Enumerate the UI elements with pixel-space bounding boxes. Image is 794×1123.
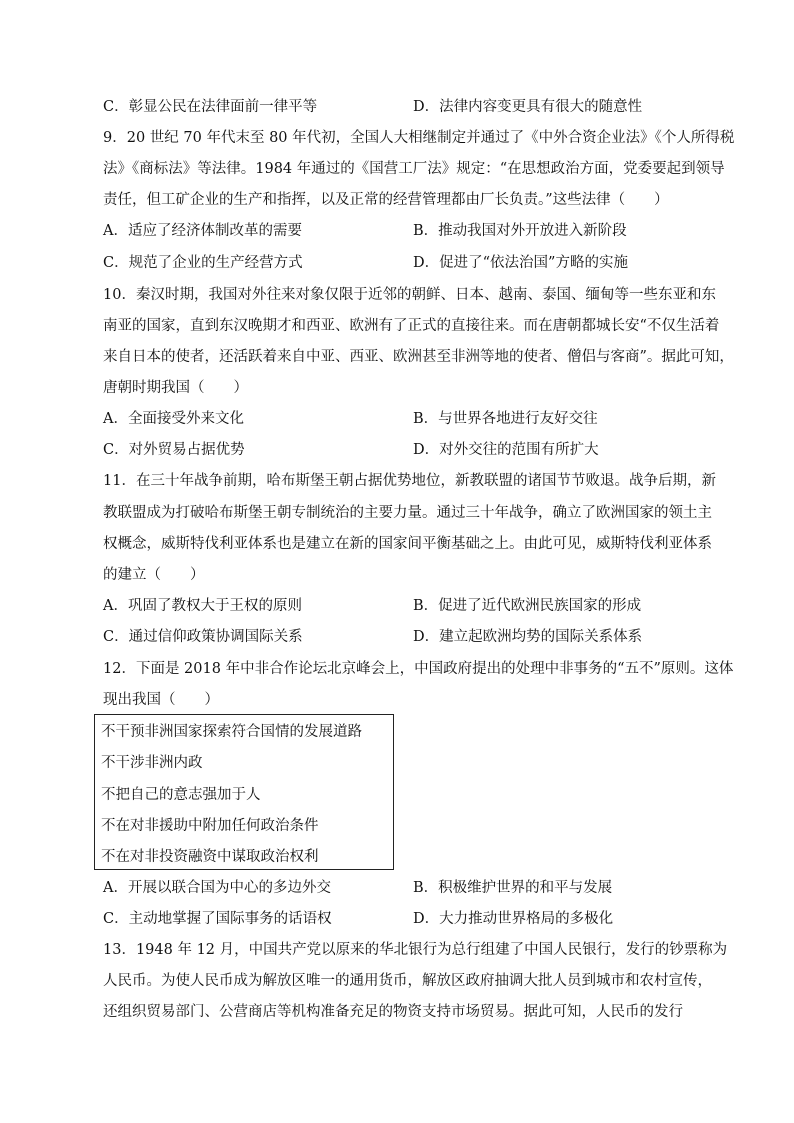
q11-stem-line-4: 的建立（ ） xyxy=(103,567,205,583)
q11-option-d: D．建立起欧洲均势的国际关系体系 xyxy=(413,629,643,645)
q10-stem-line-2: 南亚的国家，直到东汉晚期才和西亚、欧洲有了正式的直接往来。而在唐朝都城长安“不仅生活着 xyxy=(103,318,720,334)
q11-option-c: C．通过信仰政策协调国际关系 xyxy=(103,629,303,645)
q11-option-b: B．促进了近代欧洲民族国家的形成 xyxy=(413,598,642,614)
q10-option-a: A．全面接受外来文化 xyxy=(103,411,244,427)
q9-option-c: C．规范了企业的生产经营方式 xyxy=(103,255,303,271)
q11-stem-line-2: 教联盟成为打破哈布斯堡王朝专制统治的主要力量。通过三十年战争，确立了欧洲国家的领土主 xyxy=(103,505,712,521)
principle-item: 不在对非投资融资中谋取政治权利 xyxy=(101,849,319,865)
q10-stem-line-3: 来自日本的使者，还活跃着来自中亚、西亚、欧洲甚至非洲等地的使者、僧侣与客商”。据此可知， xyxy=(103,349,734,365)
q9-option-a: A．适应了经济体制改革的需要 xyxy=(103,223,302,239)
q12-option-d: D．大力推动世界格局的多极化 xyxy=(413,911,614,927)
q12-stem-line-2: 现出我国（ ） xyxy=(103,692,219,708)
q10-option-d: D．对外交往的范围有所扩大 xyxy=(413,442,599,458)
q9-stem-line-2: 法》《商标法》等法律。1984 年通过的《国营工厂法》规定：“在思想政治方面，党委要起到领导 xyxy=(103,161,725,177)
q13-stem-line-2: 人民币。为使人民币成为解放区唯一的通用货币，解放区政府抽调大批人员到城市和农村宣传， xyxy=(103,973,712,989)
q10-option-c: C．对外贸易占据优势 xyxy=(103,442,245,458)
five-principles-box xyxy=(94,714,394,870)
q9-option-d: D．促进了“依法治国”方略的实施 xyxy=(413,255,628,271)
q8-option-d: D．法律内容变更具有很大的随意性 xyxy=(413,99,643,115)
principle-item: 不在对非援助中附加任何政治条件 xyxy=(101,818,319,834)
q13-stem-line-3: 还组织贸易部门、公营商店等机构准备充足的物资支持市场贸易。据此可知，人民币的发行 xyxy=(103,1004,683,1020)
principle-item: 不把自己的意志强加于人 xyxy=(101,787,261,803)
q12-option-a: A．开展以联合国为中心的多边外交 xyxy=(103,880,331,896)
q13-stem-line-1: 13．1948 年 12 月，中国共产党以原来的华北银行为总行组建了中国人民银行，发行的钞票称为 xyxy=(103,942,728,958)
q12-stem-line-1: 12．下面是 2018 年中非合作论坛北京峰会上，中国政府提出的处理中非事务的“五不”原则。这体 xyxy=(103,661,734,677)
q10-stem-line-4: 唐朝时期我国（ ） xyxy=(103,380,248,396)
q10-stem-line-1: 10．秦汉时期，我国对外往来对象仅限于近邻的朝鲜、日本、越南、泰国、缅甸等一些东亚和东 xyxy=(103,287,716,303)
q8-option-c: C．彰显公民在法律面前一律平等 xyxy=(103,99,318,115)
principle-item: 不干涉非洲内政 xyxy=(101,755,203,771)
q11-stem-line-1: 11．在三十年战争前期，哈布斯堡王朝占据优势地位，新教联盟的诸国节节败退。战争后期，新 xyxy=(103,473,716,489)
q12-option-c: C．主动地掌握了国际事务的话语权 xyxy=(103,911,332,927)
q12-option-b: B．积极维护世界的和平与发展 xyxy=(413,880,613,896)
q11-option-a: A．巩固了教权大于王权的原则 xyxy=(103,598,302,614)
q11-stem-line-3: 权概念，威斯特伐利亚体系也是建立在新的国家间平衡基础之上。由此可见，威斯特伐利亚体系 xyxy=(103,536,712,552)
principle-item: 不干预非洲国家探索符合国情的发展道路 xyxy=(101,724,362,740)
q9-stem-line-3: 责任，但工矿企业的生产和指挥，以及正常的经营管理都由厂长负责。”这些法律（ ） xyxy=(103,192,669,208)
q9-option-b: B．推动我国对外开放进入新阶段 xyxy=(413,223,627,239)
q10-option-b: B．与世界各地进行友好交往 xyxy=(413,411,598,427)
q9-stem-line-1: 9．20 世纪 70 年代末至 80 年代初，全国人大相继制定并通过了《中外合资企业法》《个人所得税 xyxy=(103,130,735,146)
